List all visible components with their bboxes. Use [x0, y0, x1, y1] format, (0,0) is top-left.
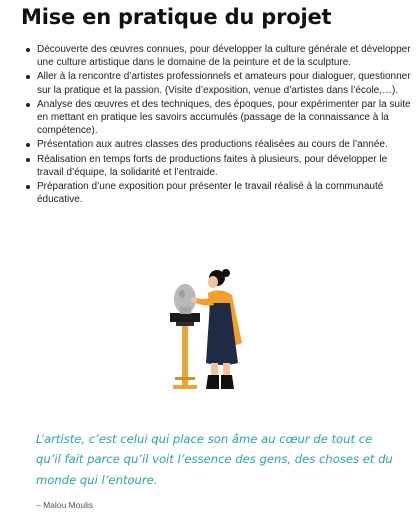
list-item: Préparation d’une exposition pour présenter le travail réalisé à la communauté éducative.	[37, 180, 415, 206]
bullet-list	[21, 43, 415, 207]
list-item: Analyse des œuvres et des techniques, des époques, pour expérimenter par la suite en mettant en pratique les savoirs accumulés (passage de la connaissance à la compétence).	[37, 98, 415, 138]
list-item: Réalisation en temps forts de productions faites à plusieurs, pour développer le travail d’équipe, la solidarité et l’entraide.	[37, 153, 415, 179]
page-title: Mise en pratique du projet	[21, 5, 332, 29]
quote-author: – Malou Moulis	[36, 500, 94, 510]
quote-text: L’artiste, c’est celui qui place son âme au cœur de tout ce qu’il fait parce qu’il voit l’essence des gens, des choses et du monde qui l’entoure.	[36, 432, 393, 487]
list-item: Découverte des œuvres connues, pour développer la culture générale et développer une culture artistique dans le domaine de la peinture et de la sculpture.	[37, 43, 415, 69]
list-item: Aller à la rencontre d’artistes professionnels et amateurs pour dialoguer, questionner sur la pratique et la passion. (Visite d’exposition, venue d’artistes dans l’école,…).	[37, 70, 415, 96]
sculptor-illustration-icon	[168, 267, 250, 395]
list-item: Présentation aux autres classes des productions réalisées au cours de l’année.	[37, 138, 415, 151]
